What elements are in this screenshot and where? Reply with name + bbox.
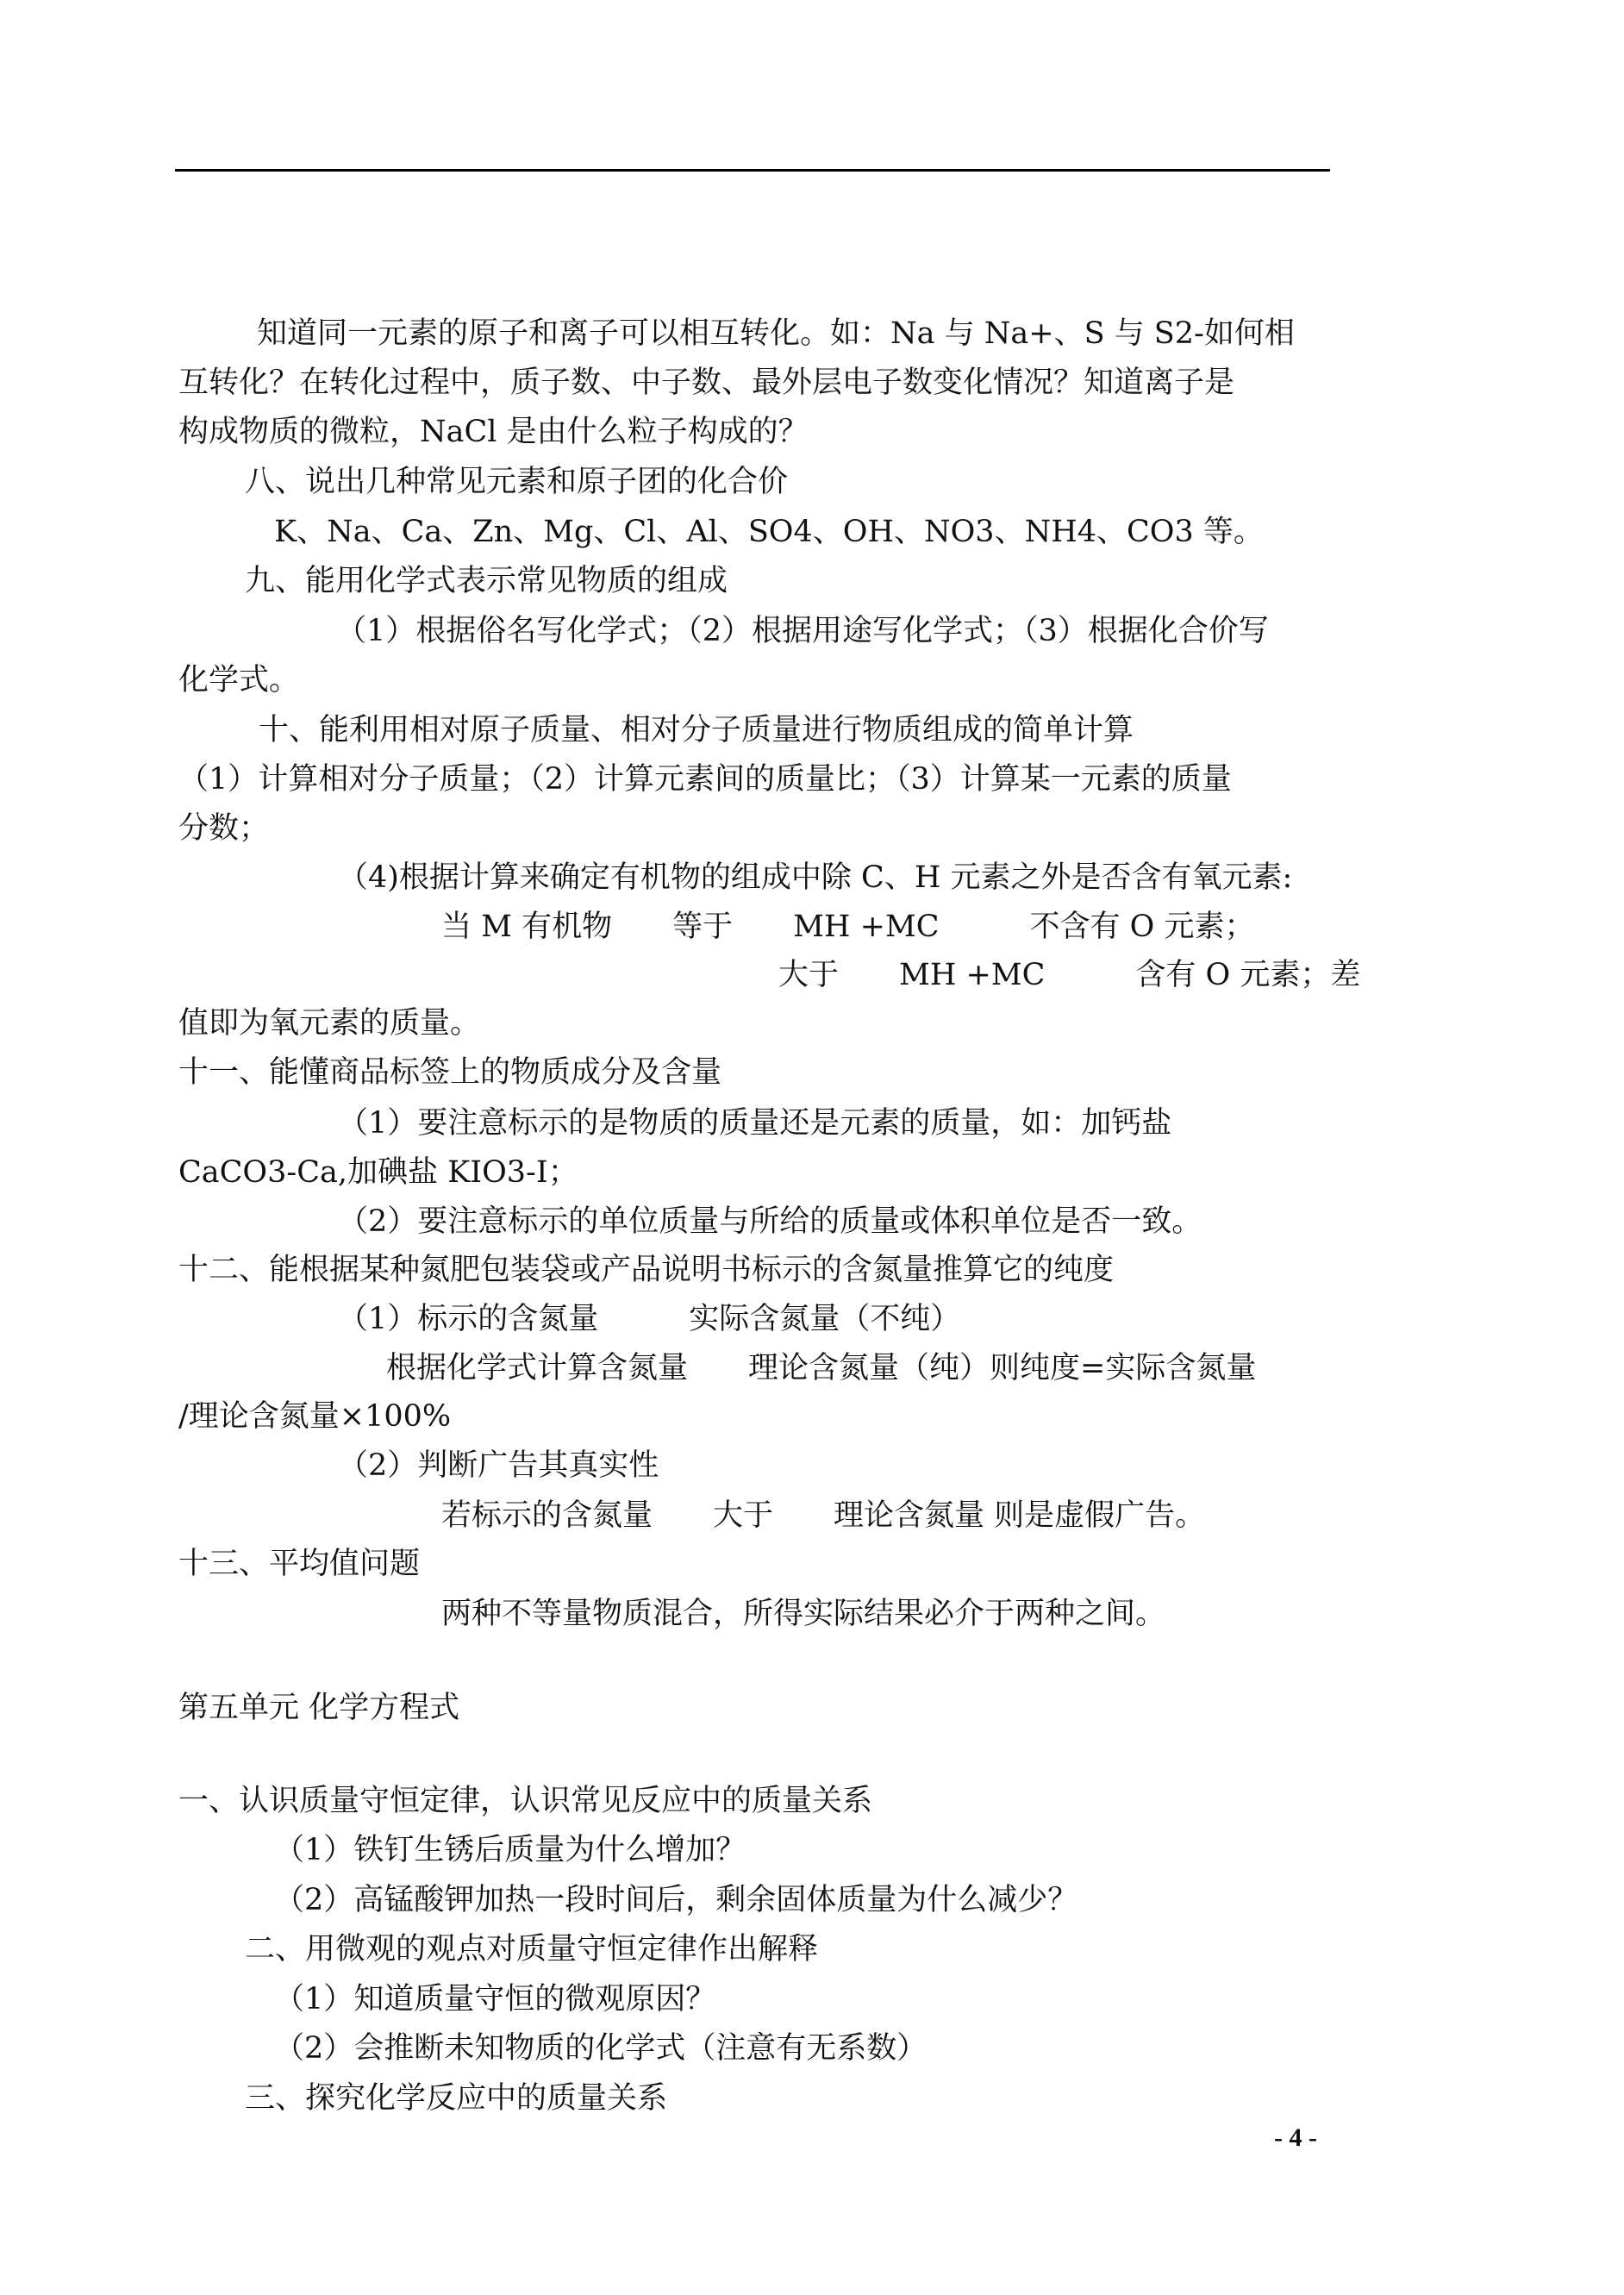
section-heading: 九、能用化学式表示常见物质的组成	[245, 564, 728, 598]
section-heading: 三、探究化学反应中的质量关系	[245, 2081, 668, 2116]
text-line: 互转化？在转化过程中，质子数、中子数、最外层电子数变化情况？知道离子是	[178, 366, 1235, 400]
page-number: - 4 -	[1274, 2123, 1317, 2152]
text-line: 值即为氧元素的质量。	[178, 1006, 481, 1041]
text-line: K、Na、Ca、Zn、Mg、Cl、Al、SO4、OH、NO3、NH4、CO3 等。	[274, 515, 1264, 549]
section-heading: 十一、能懂商品标签上的物质成分及含量	[178, 1055, 722, 1090]
text-line: （1）铁钉生锈后质量为什么增加？	[274, 1833, 746, 1867]
text-line: （1）标示的含氮量 实际含氮量（不纯）	[338, 1302, 961, 1336]
text-line: CaCO3-Ca,加碘盐 KIO3-I；	[178, 1155, 578, 1190]
text-line: 若标示的含氮量 大于 理论含氮量 则是虚假广告。	[441, 1498, 1206, 1533]
text-line: 知道同一元素的原子和离子可以相互转化。如：Na 与 Na+、S 与 S2-如何相	[257, 316, 1295, 351]
text-line: 根据化学式计算含氮量 理论含氮量（纯）则纯度=实际含氮量	[386, 1351, 1257, 1385]
text-line: （2）要注意标示的单位质量与所给的质量或体积单位是否一致。	[338, 1204, 1202, 1239]
section-heading: 十二、能根据某种氮肥包装袋或产品说明书标示的含氮量推算它的纯度	[178, 1253, 1115, 1287]
section-heading: 八、说出几种常见元素和原子团的化合价	[245, 465, 789, 499]
header-rule	[175, 169, 1330, 172]
section-heading: 一、认识质量守恒定律，认识常见反应中的质量关系	[178, 1784, 873, 1818]
text-line: /理论含氮量×100%	[178, 1399, 452, 1434]
text-line: 化学式。	[178, 663, 300, 697]
text-line: 两种不等量物质混合，所得实际结果必介于两种之间。	[441, 1597, 1166, 1631]
section-heading: 十、能利用相对原子质量、相对分子质量进行物质组成的简单计算	[259, 713, 1134, 747]
text-line: （1）知道质量守恒的微观原因？	[274, 1982, 716, 2017]
text-line: 大于 MH +MC 含有 O 元素；差	[778, 958, 1361, 992]
text-line: 分数；	[178, 811, 270, 846]
text-line: （4)根据计算来确定有机物的组成中除 C、H 元素之外是否含有氧元素:	[338, 860, 1293, 895]
text-line: （1）要注意标示的是物质的质量还是元素的质量，如：加钙盐	[338, 1106, 1172, 1141]
text-line: 当 M 有机物 等于 MH +MC 不含有 O 元素；	[441, 910, 1255, 944]
text-line: （2）高锰酸钾加热一段时间后，剩余固体质量为什么减少？	[274, 1883, 1078, 1917]
text-line: （1）计算相对分子质量；（2）计算元素间的质量比；（3）计算某一元素的质量	[178, 762, 1232, 797]
text-line: （2）会推断未知物质的化学式（注意有无系数）	[274, 2031, 928, 2066]
text-line: （1）根据俗名写化学式；（2）根据用途写化学式；（3）根据化合价写	[336, 614, 1269, 648]
text-line: 构成物质的微粒，NaCl 是由什么粒子构成的？	[178, 415, 809, 449]
section-heading: 二、用微观的观点对质量守恒定律作出解释	[245, 1932, 819, 1967]
section-heading: 十三、平均值问题	[178, 1547, 421, 1581]
chapter-title: 第五单元 化学方程式	[178, 1691, 460, 1725]
text-line: （2）判断广告其真实性	[338, 1448, 659, 1483]
